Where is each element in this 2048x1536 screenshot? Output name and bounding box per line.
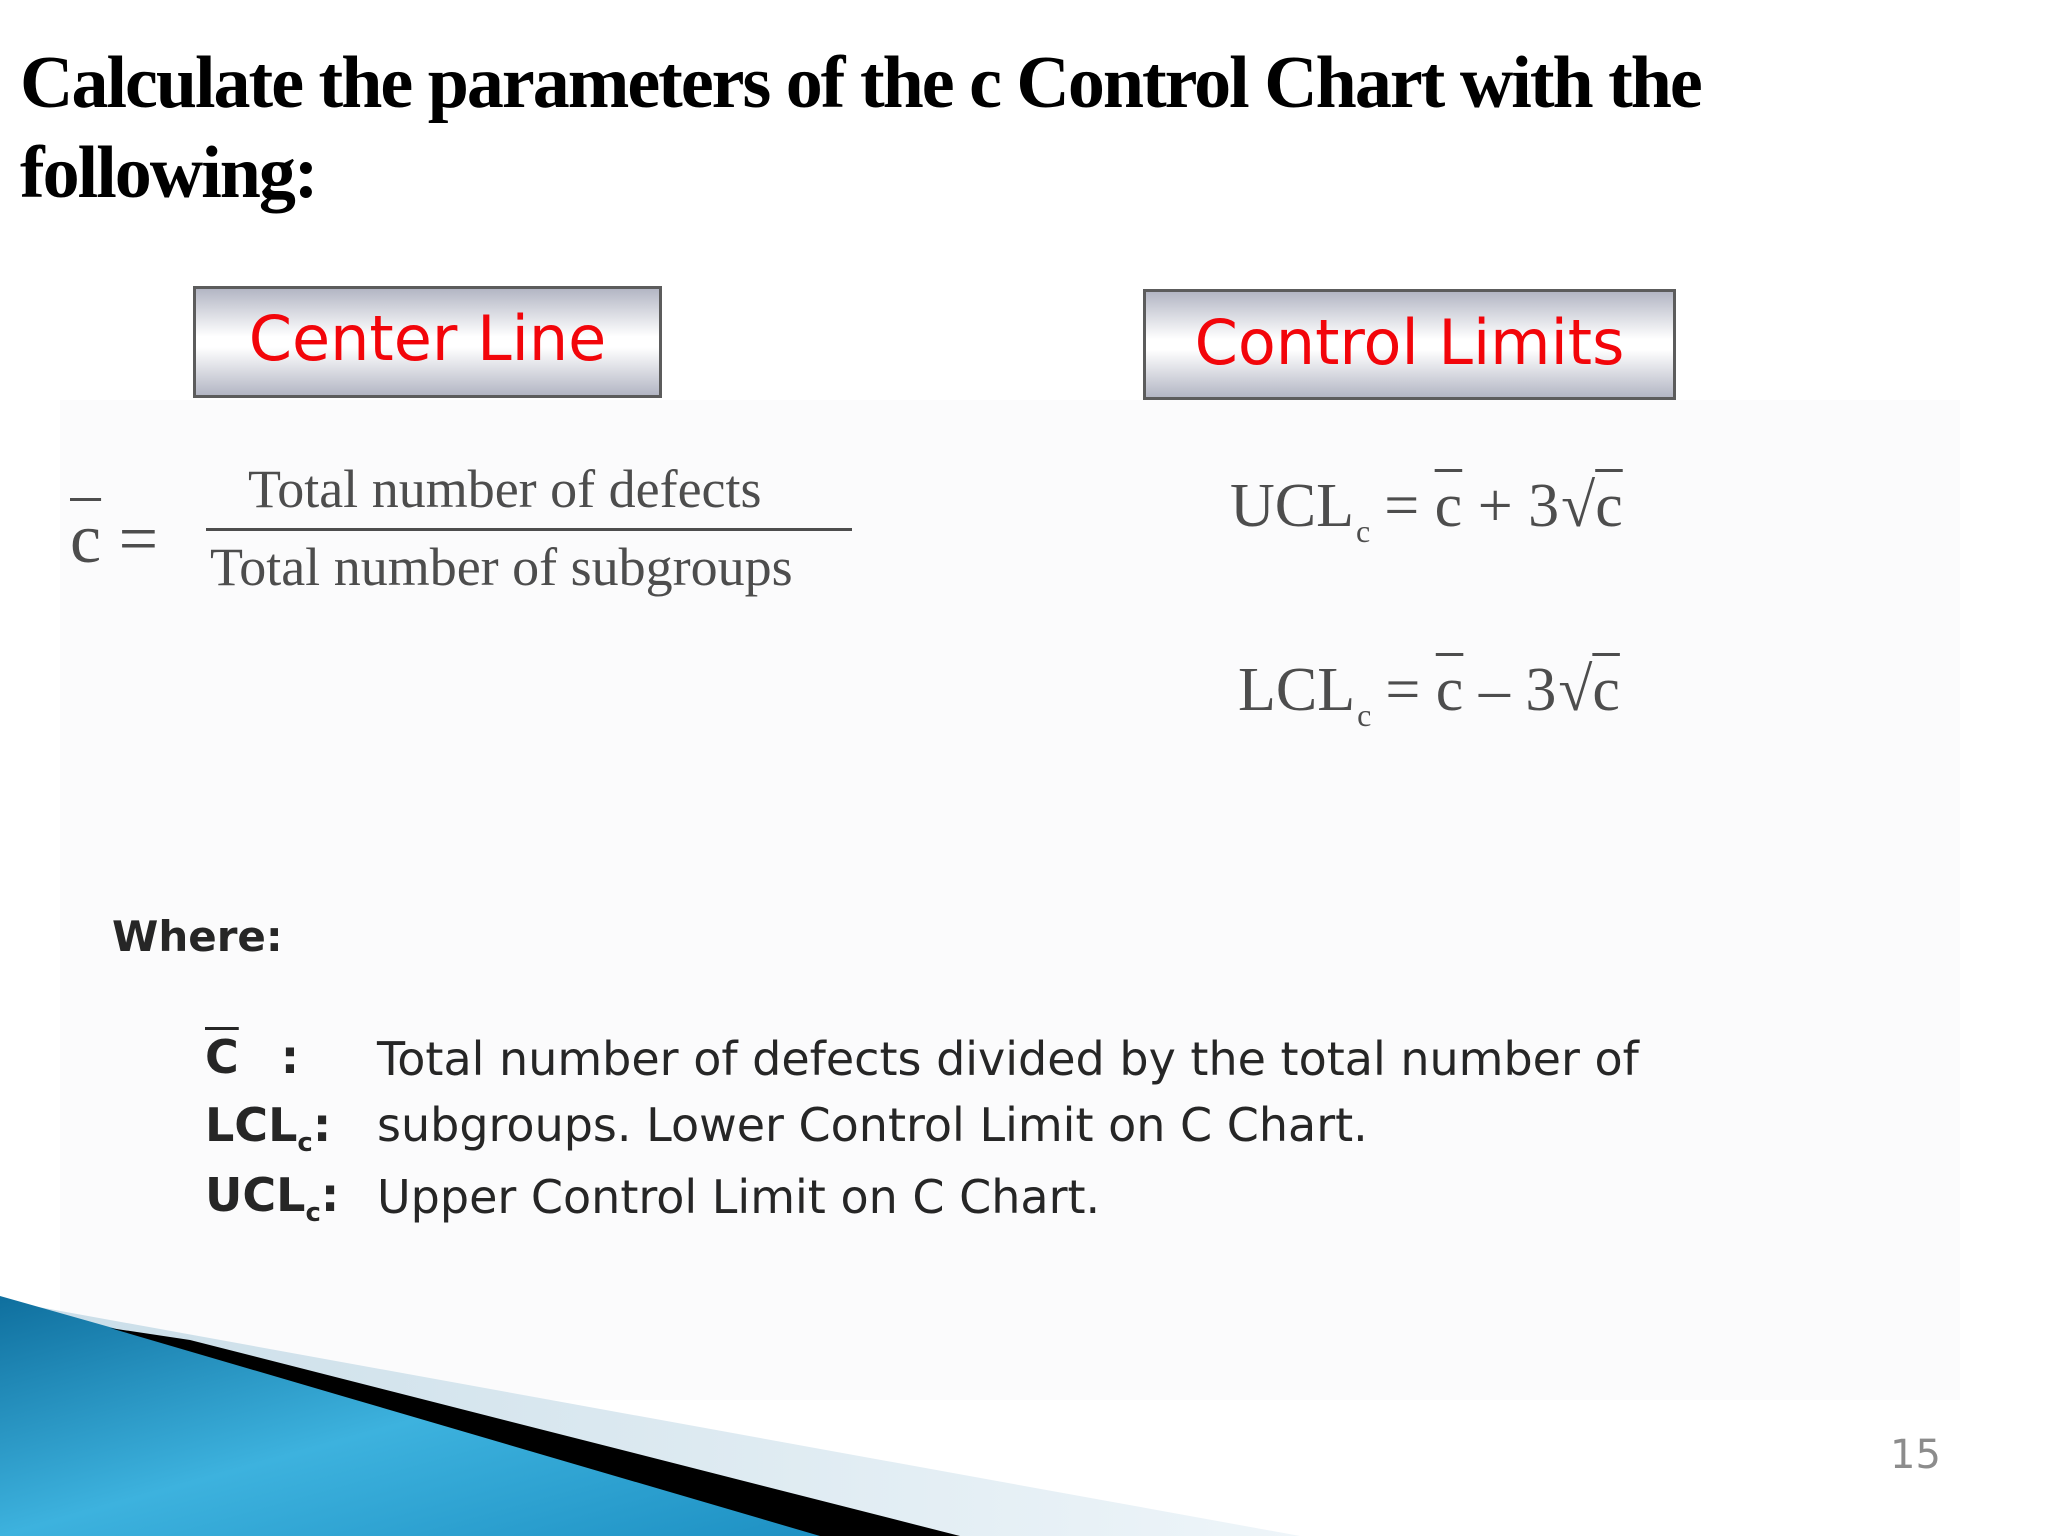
ucl-radicand: c	[1595, 472, 1623, 540]
center-line-lhs	[70, 500, 158, 580]
center-line-label: Center Line	[193, 286, 662, 398]
symbol-c-bar: $\overline{C}$ :	[205, 1030, 300, 1084]
symbol-lcl: $LCL_c$:	[205, 1098, 332, 1159]
control-limits-label: Control Limits	[1143, 289, 1676, 400]
fraction-bar	[206, 528, 852, 531]
sqrt-sign: √c	[1558, 656, 1620, 724]
lcl-radicand: c	[1592, 656, 1620, 724]
definition-line-2: subgroups. Lower Control Limit on C Chart.	[377, 1098, 1368, 1152]
ucl-subscript: c	[1356, 513, 1371, 549]
sqrt-sign: √c	[1561, 472, 1623, 540]
definition-line-1: Total number of defects divided by the total number of	[377, 1032, 1639, 1086]
lcl-subscript: c	[1357, 697, 1372, 733]
where-heading: Where:	[112, 912, 283, 961]
fraction-numerator: Total number of defects	[248, 459, 762, 519]
ucl-rhs: = $\overline{c} + 3$	[1384, 472, 1560, 540]
symbol-ucl: $UCL_c$:	[205, 1168, 340, 1229]
lcl-rhs: = $\overline{c} - 3$	[1385, 656, 1557, 724]
equals-sign: =	[118, 501, 159, 578]
c-bar-symbol: $\overline{c}$	[70, 501, 102, 578]
decorative-corner-swoosh	[0, 1280, 1300, 1536]
definition-line-3: Upper Control Limit on C Chart.	[377, 1170, 1101, 1224]
lcl-name: LCL	[1238, 656, 1356, 724]
ucl-formula	[1230, 466, 1623, 571]
page-number: 15	[1890, 1432, 1941, 1478]
slide-title: Calculate the parameters of the c Control Chart with the following:	[20, 42, 1701, 214]
fraction-denominator: Total number of subgroups	[210, 537, 793, 597]
lcl-formula	[1238, 650, 1620, 755]
ucl-name: UCL	[1230, 472, 1354, 540]
